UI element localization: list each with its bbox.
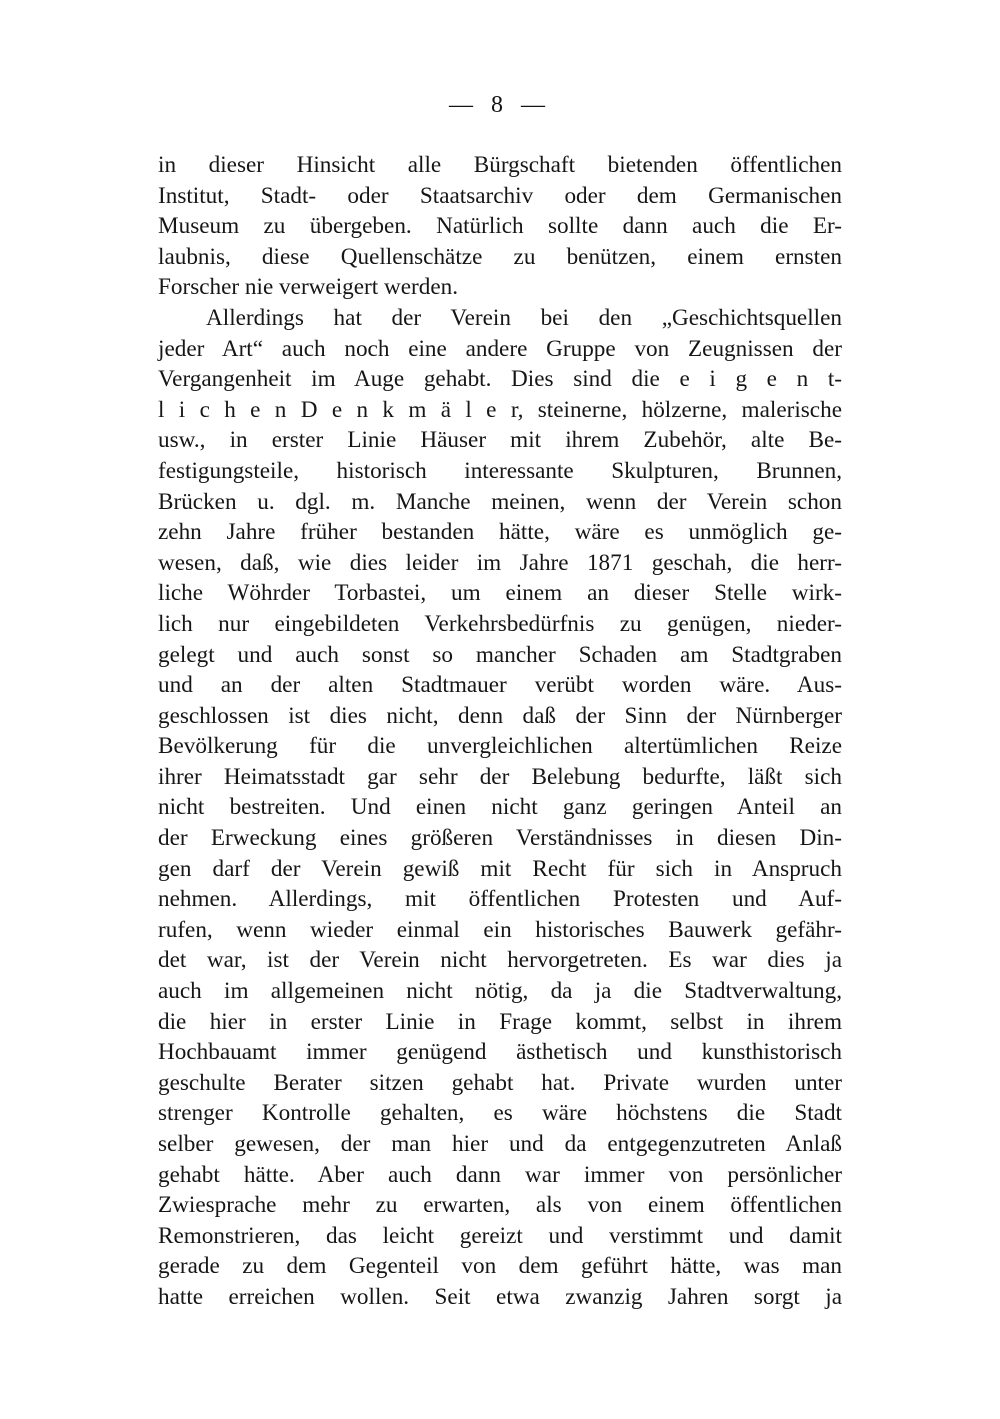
text-line: gehabt hätte. Aber auch dann war immer von persönlicher — [158, 1161, 842, 1188]
paragraph-1 — [158, 150, 842, 303]
text-line: Forscher nie verweigert werden. — [158, 274, 459, 301]
text-line: laubnis, diese Quellenschätze zu benützen, einem ernsten — [158, 243, 842, 270]
text-line: det war, ist der Verein nicht hervorgetreten. Es war dies ja — [158, 947, 842, 974]
text-line: strenger Kontrolle gehalten, es wäre höchstens die Stadt — [158, 1100, 842, 1127]
text-line: auch im allgemeinen nicht nötig, da ja die Stadtverwaltung, — [158, 978, 842, 1005]
text-line — [158, 1313, 842, 1344]
text-line: Hochbauamt immer genügend ästhetisch und kunsthistorisch — [158, 1039, 842, 1066]
text-line: selber gewesen, der man hier und da entgegenzutreten Anlaß — [158, 1131, 842, 1157]
text-line: zehn Jahre früher bestanden hätte, wäre es unmöglich ge- — [158, 519, 842, 546]
text-line: Zwiesprache mehr zu erwarten, als von einem öffentlichen — [158, 1192, 842, 1219]
text-line: liche Wöhrder Torbastei, um einem an dieser Stelle wirk- — [158, 580, 842, 607]
text-line: gelegt und auch sonst so mancher Schaden am Stadtgraben — [158, 641, 842, 668]
text-line: Remonstrieren, das leicht gereizt und verstimmt und damit — [158, 1222, 842, 1249]
text-line: festigungsteile, historisch interessante Skulpturen, Brunnen, — [158, 457, 842, 484]
paragraph-2 — [158, 303, 842, 1343]
text-line: Brücken u. dgl. m. Manche meinen, wenn der Verein schon — [158, 488, 842, 515]
text-line: gerade zu dem Gegenteil von dem geführt hätte, was man — [158, 1253, 842, 1280]
text-line: die hier in erster Linie in Frage kommt, selbst in ihrem — [158, 1008, 842, 1035]
text-line: l i c h e n D e n k m ä l e r, steinerne, hölzerne, malerische — [158, 396, 842, 423]
body-text — [158, 150, 842, 1343]
text-line: in dieser Hinsicht alle Bürgschaft bietenden öffentlichen — [158, 152, 842, 178]
text-line: geschlossen ist dies nicht, denn daß der Sinn der Nürnberger — [158, 702, 842, 729]
text-line: jeder Art“ auch noch eine andere Gruppe von Zeugnissen der — [158, 335, 842, 362]
text-line: Bevölkerung für die unvergleichlichen altertümlichen Reize — [158, 733, 842, 760]
text-line: lich nur eingebildeten Verkehrsbedürfnis zu genügen, nieder- — [158, 610, 842, 637]
text-line: geschulte Berater sitzen gehabt hat. Private wurden unter — [158, 1069, 842, 1096]
text-line: nehmen. Allerdings, mit öffentlichen Protesten und Auf- — [158, 886, 842, 913]
page-number: — 8 — — [449, 92, 551, 118]
text-line: rufen, wenn wieder einmal ein historisches Bauwerk gefähr- — [158, 916, 842, 943]
text-line: nicht bestreiten. Und einen nicht ganz geringen Anteil an — [158, 794, 842, 821]
text-line: der Erweckung eines größeren Verständnisses in diesen Din- — [158, 825, 842, 852]
text-line: Museum zu übergeben. Natürlich sollte dann auch die Er- — [158, 213, 842, 240]
text-line: gen darf der Verein gewiß mit Recht für sich in Anspruch — [158, 855, 842, 882]
text-line: Institut, Stadt- oder Staatsarchiv oder dem Germanischen — [158, 182, 842, 209]
text-line: hatte erreichen wollen. Seit etwa zwanzig Jahren sorgt ja — [158, 1283, 842, 1310]
text-line: Allerdings hat der Verein bei den „Geschichtsquellen — [206, 304, 842, 331]
text-line: wesen, daß, wie dies leider im Jahre 1871 geschah, die herr- — [158, 549, 842, 576]
text-line: ihrer Heimatsstadt gar sehr der Belebung bedurfte, läßt sich — [158, 763, 842, 790]
text-line: Vergangenheit im Auge gehabt. Dies sind die e i g e n t- — [158, 366, 842, 393]
text-line: und an der alten Stadtmauer verübt worden wäre. Aus- — [158, 672, 842, 699]
text-line: usw., in erster Linie Häuser mit ihrem Zubehör, alte Be- — [158, 427, 842, 454]
